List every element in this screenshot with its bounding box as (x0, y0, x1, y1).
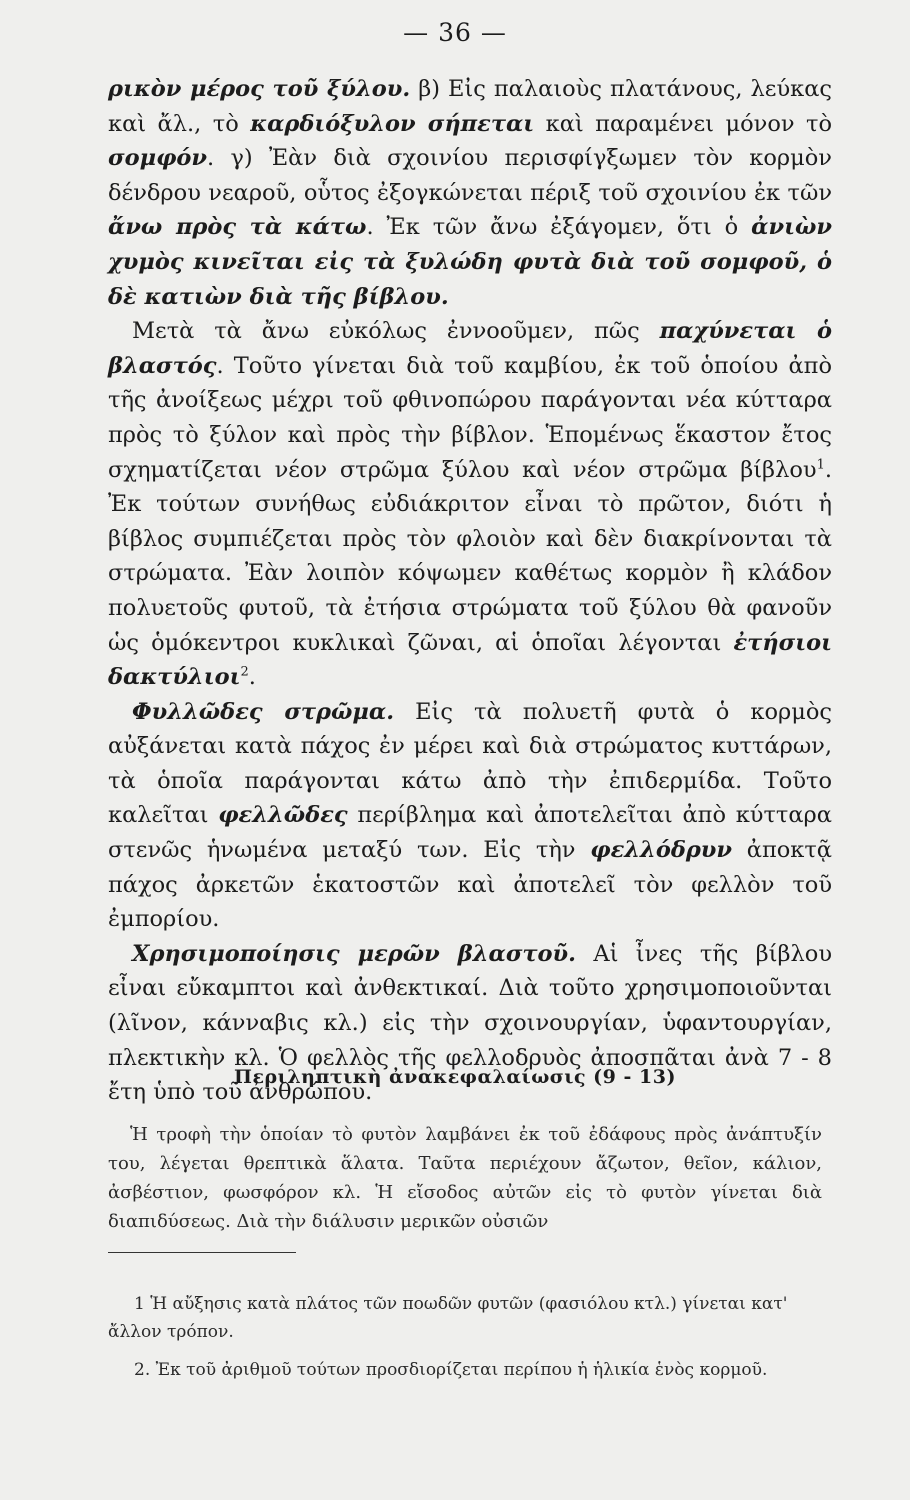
footnote-1: 1 Ἡ αὔξησις κατὰ πλάτος τῶν ποωδῶν φυτῶν (φασιόλου κτλ.) γίνεται κατ' ἄλλον τρόπον. (108, 1294, 788, 1342)
main-body-text (108, 72, 832, 1110)
summary-heading: Περιληπτικὴ ἀνακεφαλαίωσις (9 - 13) (234, 1066, 676, 1088)
text-run: . Ἐκ τῶν ἄνω ἐξάγομεν, ὅτι ὁ (366, 214, 752, 241)
paragraph-stem-thickening (108, 314, 832, 695)
summary-section (108, 1120, 822, 1236)
text-run: Αἱ ἶνες τῆς βίβλου εἶναι εὔκαμπτοι καὶ ἀνθεκτικαί. Διὰ τοῦτο χρησιμοποιοῦνται (λῖνον, κάνναβις κλ.) εἰς τὴν σχοινουργίαν, ὑφαντουργίαν, πλεκτικὴν κλ. Ὁ φελλὸς τῆς φελλοδρυὸς ἀποσπᾶται ἀνὰ 7 - 8 ἔτη ὑπὸ τοῦ ἀνθρώπου. (108, 940, 833, 1106)
text-run: . (248, 664, 256, 691)
footnote-marker: 1 (816, 457, 825, 473)
footnote-2: 2. Ἐκ τοῦ ἀριθμοῦ τούτων προσδιορίζεται περίπου ἡ ἡλικία ἑνὸς κορμοῦ. (134, 1360, 768, 1380)
paragraph-xylem-phloem (108, 72, 832, 314)
emphasized-term: ἀνιὼν χυμὸς κινεῖται εἰς τὰ ξυλώδη φυτὰ διὰ τοῦ σομφοῦ, ὁ δὲ κατιὼν διὰ τῆς βίβλου. (108, 214, 832, 310)
emphasized-term: Χρησιμοποίησις μερῶν βλαστοῦ. (132, 940, 577, 967)
emphasized-term: παχύνεται ὁ βλαστός (108, 318, 832, 379)
text-run: β) Εἰς παλαιοὺς πλατάνους, λεύκας καὶ ἄλ., τὸ (108, 76, 832, 137)
text-run: περίβλημα καὶ ἀποτελεῖται ἀπὸ κύτταρα στενῶς ἡνωμένα μεταξύ των. Εἰς τὴν (108, 802, 832, 864)
paragraph-cork-layer (108, 695, 832, 937)
footnote-divider (108, 1252, 296, 1253)
emphasized-term: φελλῶδες (218, 802, 348, 829)
summary-text: Ἡ τροφὴ τὴν ὁποίαν τὸ φυτὸν λαμβάνει ἐκ τοῦ ἐδάφους πρὸς ἀνάπτυξίν του, λέγεται θρεπτικὰ ἅλατα. Ταῦτα περιέχουν ἄζωτον, θεῖον, κάλιον, ἀσβέστιον, φωσφόρον κλ. Ἡ εἴσοδος αὐτῶν εἰς τὸ φυτὸν γίνεται διὰ διαπιδύσεως. Διὰ τὴν διάλυσιν μερικῶν οὐσιῶν (108, 1124, 822, 1232)
emphasized-term: ἄνω πρὸς τὰ κάτω (108, 214, 367, 241)
text-run: Μετὰ τὰ ἄνω εὐκόλως ἐννοοῦμεν, πῶς (132, 318, 660, 345)
emphasized-term: φελλόδρυν (590, 837, 733, 864)
footnotes (108, 1290, 822, 1394)
footnote-marker: 2 (240, 664, 249, 680)
emphasized-term: καρδιόξυλον σήπεται (250, 110, 535, 137)
text-run: . Ἐκ τούτων συνήθως εὐδιάκριτον εἶναι τὸ πρῶτον, διότι ἡ βίβλος συμπιέζεται πρὸς τὸν φλοιὸν καὶ δὲν διακρίνονται τὰ στρώματα. Ἐὰν λοιπὸν κόψωμεν καθέτως κορμὸν ἢ κλάδον πολυετοῦς φυτοῦ, τὰ ἐτήσια στρώματα τοῦ ξύλου θὰ φανοῦν ὡς ὁμόκεντροι κυκλικαὶ ζῶναι, αἱ ὁποῖαι λέγονται (108, 456, 832, 656)
text-run: . γ) Ἐὰν διὰ σχοινίου περισφίγξωμεν τὸν κορμὸν δένδρου νεαροῦ, οὗτος ἐξογκώνεται πέριξ τοῦ σχοινίου ἐκ τῶν (108, 145, 832, 206)
text-run: ἀποκτᾷ πάχος ἀρκετῶν ἑκατοστῶν καὶ ἀποτελεῖ τὸν φελλὸν τοῦ ἐμπορίου. (108, 837, 832, 933)
page-number: — 36 — (403, 18, 507, 47)
emphasized-term: ἐτήσιοι δακτύλιοι (108, 629, 832, 691)
text-run: καὶ παραμένει μόνον τὸ (534, 110, 832, 137)
emphasized-term: ρικὸν μέρος τοῦ ξύλου. (108, 76, 411, 102)
emphasized-term: Φυλλῶδες στρῶμα. (132, 698, 395, 725)
text-run: Εἰς τὰ πολυετῆ φυτὰ ὁ κορμὸς αὐξάνεται κατὰ πάχος ἐν μέρει καὶ διὰ στρώματος κυττάρων, τὰ ὁποῖα παράγονται κάτω ἀπὸ τὴν ἐπιδερμίδα. Τοῦτο καλεῖται (108, 698, 832, 829)
emphasized-term: σομφόν (108, 145, 208, 172)
text-run: . Τοῦτο γίνεται διὰ τοῦ καμβίου, ἐκ τοῦ ὁποίου ἀπὸ τῆς ἀνοίξεως μέχρι τοῦ φθινοπώρου παράγονται νέα κύτταρα πρὸς τὸ ξύλον καὶ πρὸς τὴν βίβλον. Ἑπομένως ἕκαστον ἔτος σχηματίζεται νέον στρῶμα ξύλου καὶ νέον στρῶμα βίβλου (108, 352, 832, 483)
